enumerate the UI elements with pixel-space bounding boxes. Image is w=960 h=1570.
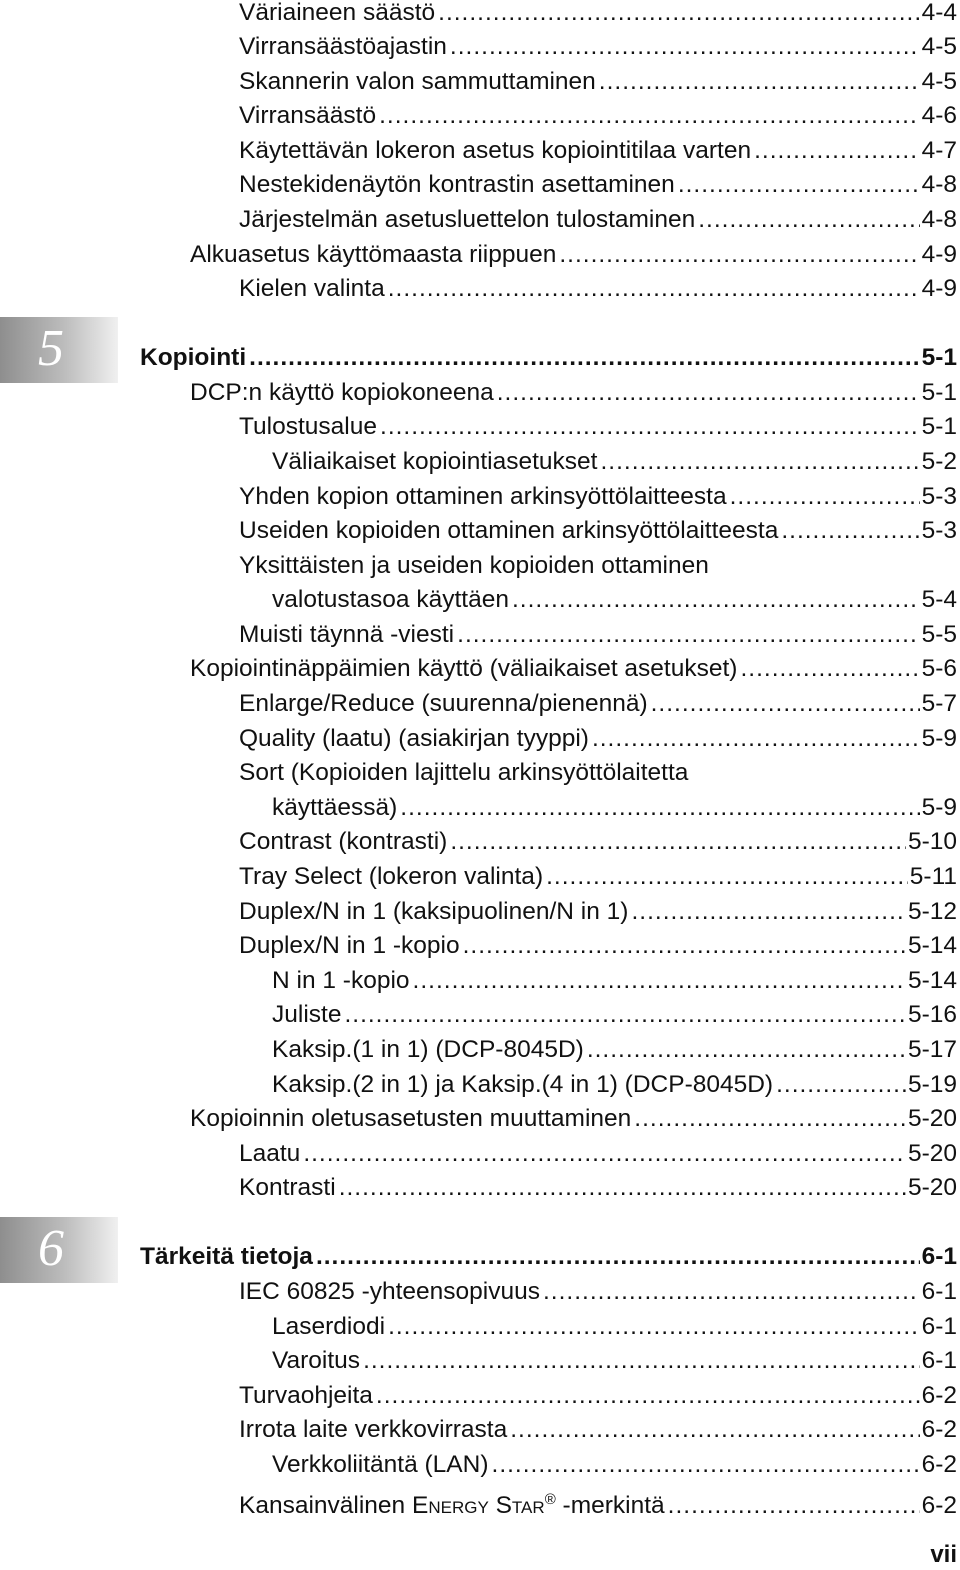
toc-chapter-entry[interactable]: [140, 341, 957, 375]
toc-entry-title: Varoitus: [272, 1347, 361, 1374]
dot-leader: [380, 410, 920, 444]
dot-leader: [546, 860, 908, 894]
toc-entry-page: 5-1: [921, 344, 957, 371]
toc-entry-page: 5-19: [907, 1071, 957, 1098]
toc-entry-title-line[interactable]: Yksittäisten ja useiden kopioiden ottaminen: [239, 552, 709, 579]
toc-entry[interactable]: [190, 1102, 957, 1136]
toc-entry[interactable]: [272, 1344, 957, 1378]
toc-entry-title: Laatu: [239, 1140, 301, 1167]
dot-leader: [510, 1413, 919, 1447]
dot-leader: [463, 929, 906, 963]
dot-leader: [388, 1310, 920, 1344]
toc-entry-page: 5-1: [921, 413, 957, 440]
dot-leader: [344, 998, 906, 1032]
toc-entry-page: 6-1: [921, 1278, 957, 1305]
toc-entry-page: 6-1: [921, 1347, 957, 1374]
toc-entry-title: Kopioinnin oletusasetusten muuttaminen: [190, 1105, 632, 1132]
toc-entry[interactable]: [190, 238, 957, 272]
dot-leader: [497, 376, 920, 410]
toc-entry-title: Nestekidenäytön kontrastin asettaminen: [239, 171, 675, 198]
toc-entry-title: Skannerin valon sammuttaminen: [239, 68, 596, 95]
toc-entry[interactable]: [239, 134, 957, 168]
toc-entry-title: Käytettävän lokeron asetus kopiointitilaa varten: [239, 137, 752, 164]
dot-leader: [492, 1448, 920, 1482]
toc-entry-title: Tulostusalue: [239, 413, 378, 440]
toc-entry[interactable]: [272, 583, 957, 617]
toc-entry[interactable]: [272, 1033, 957, 1067]
toc-entry-title: Väriaineen säästö: [239, 0, 436, 26]
toc-entry[interactable]: [239, 1137, 957, 1171]
toc-entry-page: 6-2: [921, 1382, 957, 1409]
chapter-6-tab: [0, 1217, 118, 1283]
toc-entry-page: 5-14: [907, 967, 957, 994]
toc-entry-title: Muisti täynnä -viesti: [239, 621, 455, 648]
toc-entry-title: [239, 1483, 665, 1523]
dot-leader: [457, 618, 919, 652]
toc-entry[interactable]: [239, 687, 957, 721]
page-number: vii: [930, 1541, 957, 1568]
toc-entry[interactable]: [239, 272, 957, 306]
toc-entry-page: 5-17: [907, 1036, 957, 1063]
toc-entry[interactable]: [239, 203, 957, 237]
toc-entry-page: 4-6: [921, 102, 957, 129]
toc-entry[interactable]: [239, 1483, 957, 1520]
toc-entry-title: Virransäästö: [239, 102, 377, 129]
toc-entry-page: 6-2: [921, 1492, 957, 1520]
toc-entry[interactable]: [239, 410, 957, 444]
toc-entry-page: 5-2: [921, 448, 957, 475]
toc-entry-title: Laserdiodi: [272, 1313, 386, 1340]
toc-entry-page: 5-5: [921, 621, 957, 648]
toc-entry[interactable]: [190, 652, 957, 686]
dot-leader: [651, 687, 920, 721]
dot-leader: [668, 1489, 920, 1523]
dot-leader: [303, 1137, 906, 1171]
toc-chapter-entry[interactable]: [140, 1240, 957, 1274]
toc-entry-title: Järjestelmän asetusluettelon tulostaminen: [239, 206, 696, 233]
toc-entry[interactable]: [272, 791, 957, 825]
toc-entry-page: 5-9: [921, 794, 957, 821]
toc-entry-page: 5-20: [907, 1105, 957, 1132]
toc-entry-page: 5-7: [921, 690, 957, 717]
toc-entry[interactable]: [239, 99, 957, 133]
dot-leader: [601, 445, 920, 479]
toc-entry-page: 5-4: [921, 586, 957, 613]
toc-entry-title: Tray Select (lokeron valinta): [239, 863, 544, 890]
toc-entry-title: Duplex/N in 1 (kaksipuolinen/N in 1): [239, 898, 629, 925]
toc-entry-page: 4-8: [921, 171, 957, 198]
toc-entry[interactable]: [239, 1171, 957, 1205]
dot-leader: [438, 0, 919, 30]
toc-entry-title: Tärkeitä tietoja: [140, 1243, 313, 1270]
toc-entry-page: 5-14: [907, 932, 957, 959]
toc-entry-page: 6-1: [921, 1313, 957, 1340]
toc-entry-title: Irrota laite verkkovirrasta: [239, 1416, 508, 1443]
star-text: Star: [495, 1492, 545, 1520]
toc-entry-page: 4-9: [921, 275, 957, 302]
dot-leader: [559, 238, 919, 272]
dot-leader: [512, 583, 920, 617]
toc-entry[interactable]: [239, 929, 957, 963]
toc-entry-title: Kopiointi: [140, 344, 247, 371]
toc-entry[interactable]: [272, 964, 957, 998]
dot-leader: [376, 1379, 920, 1413]
dot-leader: [678, 168, 920, 202]
dot-leader: [363, 1344, 920, 1378]
toc-entry-title: valotustasoa käyttäen: [272, 586, 509, 613]
dot-leader: [776, 1068, 906, 1102]
dot-leader: [413, 964, 906, 998]
toc-entry-title: Kopiointinäppäimien käyttö (väliaikaiset asetukset): [190, 655, 738, 682]
title-suffix: -merkintä: [555, 1492, 665, 1520]
toc-entry-title: Duplex/N in 1 -kopio: [239, 932, 460, 959]
toc-entry-page: 6-2: [921, 1451, 957, 1478]
dot-leader: [631, 895, 905, 929]
toc-entry-title: käyttäessä): [272, 794, 398, 821]
toc-entry[interactable]: [239, 860, 957, 894]
toc-entry[interactable]: [239, 825, 957, 859]
dot-leader: [388, 272, 920, 306]
dot-leader: [634, 1102, 906, 1136]
dot-leader: [450, 825, 906, 859]
toc-entry[interactable]: [239, 1379, 957, 1413]
toc-entry[interactable]: [272, 1310, 957, 1344]
registered-mark: ®: [544, 1491, 556, 1508]
toc-entry-page: 5-1: [921, 379, 957, 406]
dot-leader: [730, 480, 920, 514]
toc-entry-title: Väliaikaiset kopiointiasetukset: [272, 448, 598, 475]
dot-leader: [740, 652, 919, 686]
toc-entry-title: Juliste: [272, 1001, 342, 1028]
dot-leader: [249, 341, 919, 375]
toc-entry[interactable]: [239, 1413, 957, 1447]
toc-entry-page: 4-5: [921, 68, 957, 95]
dot-leader: [781, 514, 919, 548]
toc-entry-page: 5-3: [921, 483, 957, 510]
toc-entry[interactable]: [239, 514, 957, 548]
toc-entry-title: N in 1 -kopio: [272, 967, 410, 994]
toc-entry-page: 4-4: [921, 0, 957, 26]
toc-entry[interactable]: [190, 376, 957, 410]
dot-leader: [339, 1171, 906, 1205]
toc-entry-title: Virransäästöajastin: [239, 33, 447, 60]
toc-entry-page: 4-5: [921, 33, 957, 60]
toc-entry[interactable]: [239, 618, 957, 652]
dot-leader: [599, 65, 920, 99]
toc-entry[interactable]: [239, 895, 957, 929]
toc-entry-title: Verkkoliitäntä (LAN): [272, 1451, 489, 1478]
toc-entry-page: 4-8: [921, 206, 957, 233]
toc-entry-page: 6-2: [921, 1416, 957, 1443]
chapter-number: 6: [38, 1220, 64, 1277]
toc-entry-title: Kielen valinta: [239, 275, 385, 302]
toc-entry[interactable]: [272, 1448, 957, 1482]
dot-leader: [592, 722, 920, 756]
dot-leader: [400, 791, 919, 825]
toc-entry-title: Contrast (kontrasti): [239, 828, 448, 855]
toc-entry-page: 5-3: [921, 517, 957, 544]
toc-entry-page: 5-20: [907, 1174, 957, 1201]
toc-entry[interactable]: [239, 722, 957, 756]
toc-entry[interactable]: [272, 1068, 957, 1102]
toc-entry[interactable]: [239, 168, 957, 202]
dot-leader: [754, 134, 919, 168]
toc-entry[interactable]: [239, 0, 957, 30]
toc-entry-page: 5-16: [907, 1001, 957, 1028]
dot-leader: [543, 1275, 920, 1309]
toc-entry[interactable]: [239, 1275, 957, 1309]
toc-entry[interactable]: [239, 30, 957, 64]
toc-entry-page: 5-12: [907, 898, 957, 925]
toc-entry-title: Yhden kopion ottaminen arkinsyöttölaitteesta: [239, 483, 727, 510]
dot-leader: [316, 1240, 920, 1274]
toc-entry-title: Kaksip.(2 in 1) ja Kaksip.(4 in 1) (DCP-8045D): [272, 1071, 774, 1098]
toc-entry-title-line[interactable]: Sort (Kopioiden lajittelu arkinsyöttölaitetta: [239, 759, 689, 786]
toc-entry-page: 5-10: [907, 828, 957, 855]
toc-entry[interactable]: [239, 65, 957, 99]
toc-entry-title: Enlarge/Reduce (suurenna/pienennä): [239, 690, 648, 717]
dot-leader: [450, 30, 920, 64]
chapter-number: 5: [38, 320, 64, 377]
toc-entry-page: 5-20: [907, 1140, 957, 1167]
toc-entry[interactable]: [272, 998, 957, 1032]
toc-entry-page: 5-6: [921, 655, 957, 682]
dot-leader: [587, 1033, 906, 1067]
title-prefix: Kansainvälinen: [239, 1492, 412, 1520]
toc-entry-title: Kaksip.(1 in 1) (DCP-8045D): [272, 1036, 584, 1063]
toc-entry-title: Kontrasti: [239, 1174, 336, 1201]
toc-entry-page: 4-9: [921, 241, 957, 268]
toc-entry[interactable]: [272, 445, 957, 479]
toc-entry-title: IEC 60825 -yhteensopivuus: [239, 1278, 540, 1305]
toc-entry-page: 5-9: [921, 725, 957, 752]
energy-text: Energy: [411, 1492, 489, 1520]
toc-entry-page: 6-1: [921, 1243, 957, 1270]
chapter-5-tab: [0, 317, 118, 383]
toc-entry-title: Useiden kopioiden ottaminen arkinsyöttölaitteesta: [239, 517, 779, 544]
toc-entry-page: 5-11: [909, 863, 957, 890]
toc-entry[interactable]: [239, 480, 957, 514]
toc-entry-title: DCP:n käyttö kopiokoneena: [190, 379, 494, 406]
toc-entry-title: Turvaohjeita: [239, 1382, 373, 1409]
toc-entry-page: 4-7: [921, 137, 957, 164]
toc-entry-title: Alkuasetus käyttömaasta riippuen: [190, 241, 557, 268]
toc-entry-title: Quality (laatu) (asiakirjan tyyppi): [239, 725, 589, 752]
dot-leader: [379, 99, 919, 133]
dot-leader: [698, 203, 919, 237]
